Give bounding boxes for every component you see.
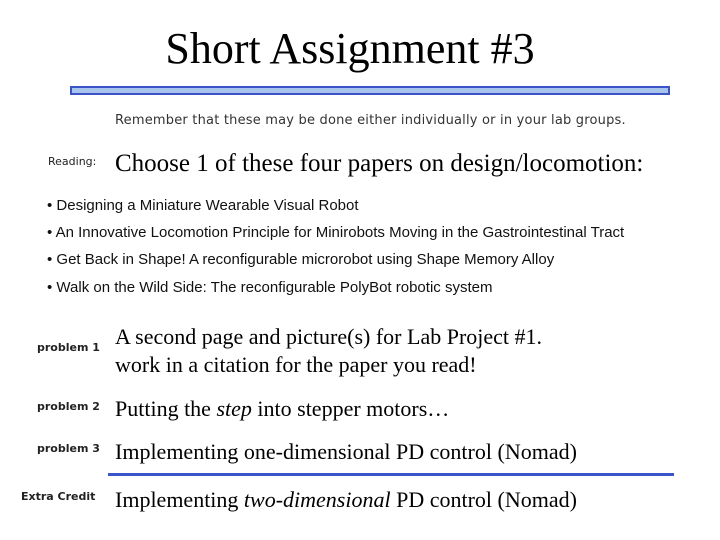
reading-instruction: Choose 1 of these four papers on design/locomotion: xyxy=(115,150,644,177)
problem-3-label: problem 3 xyxy=(37,442,100,455)
title-divider xyxy=(70,86,670,95)
paper-item: • An Innovative Locomotion Principle for Minirobots Moving in the Gastrointestinal Tract xyxy=(47,224,625,241)
problem-2-label: problem 2 xyxy=(37,400,100,413)
reading-label: Reading: xyxy=(48,155,97,168)
extra-credit-emphasis: two-dimensional xyxy=(243,487,391,512)
paper-item: • Walk on the Wild Side: The reconfigurable PolyBot robotic system xyxy=(47,279,493,296)
extra-credit-text-before: Implementing xyxy=(115,487,244,512)
group-note: Remember that these may be done either individually or in your lab groups. xyxy=(115,113,626,128)
problem-3-text: Implementing one-dimensional PD control (Nomad) xyxy=(115,439,577,464)
problem-1-label: problem 1 xyxy=(37,341,100,354)
problem-2-text-before: Putting the xyxy=(115,396,217,421)
extra-credit-text xyxy=(115,485,577,514)
paper-item: • Designing a Miniature Wearable Visual Robot xyxy=(47,197,359,214)
problem-2-emphasis: step xyxy=(216,396,252,421)
problem-2-text-after: into stepper motors… xyxy=(251,396,450,421)
section-divider xyxy=(108,473,674,476)
extra-credit-label: Extra Credit xyxy=(21,490,96,503)
slide-title: Short Assignment #3 xyxy=(165,24,535,73)
extra-credit-text-after: PD control (Nomad) xyxy=(390,487,577,512)
problem-2-text xyxy=(115,394,449,423)
problem-1-text-line2: work in a citation for the paper you read! xyxy=(115,352,477,377)
problem-1-text-line1: A second page and picture(s) for Lab Project #1. xyxy=(115,324,543,349)
paper-item: • Get Back in Shape! A reconfigurable microrobot using Shape Memory Alloy xyxy=(47,251,555,268)
